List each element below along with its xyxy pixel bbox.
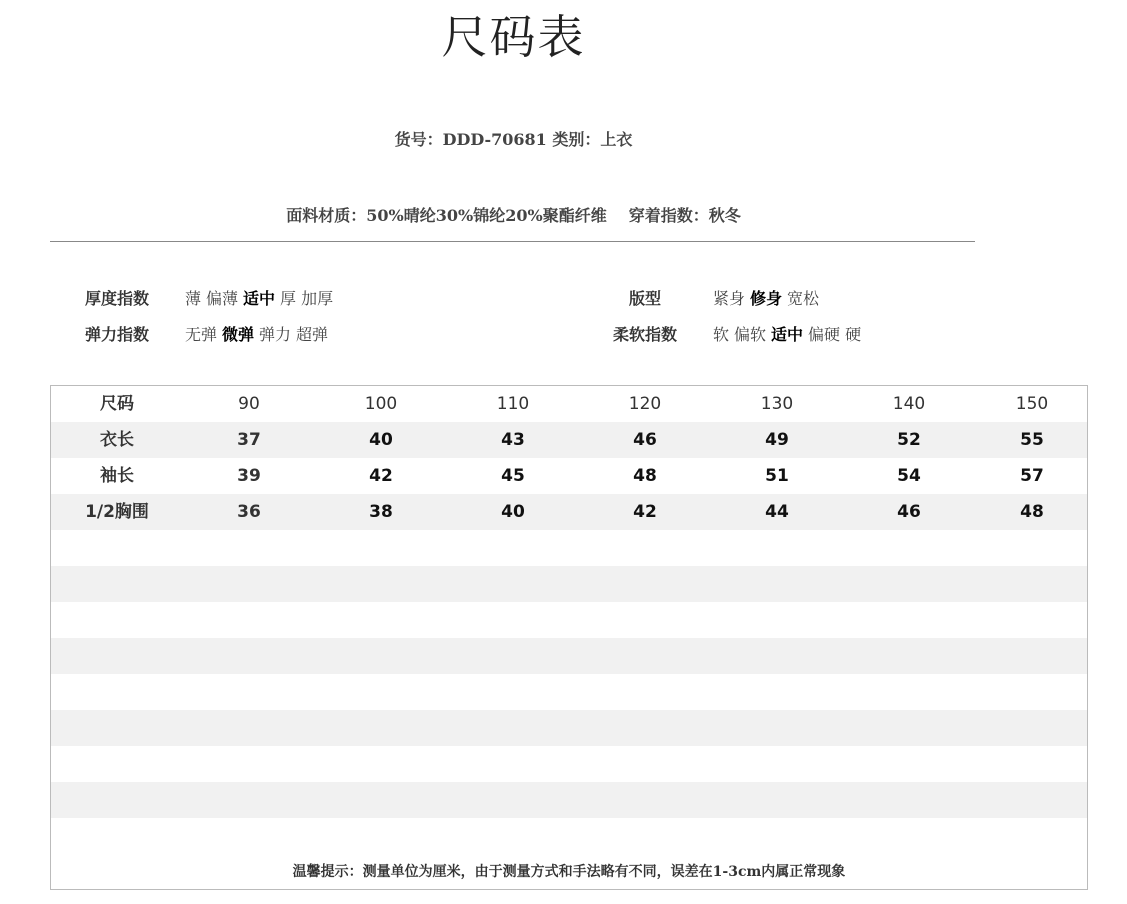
table-cell: 48 (1020, 502, 1044, 522)
fabric-label: 面料材质： (286, 206, 367, 225)
table-cell: 49 (765, 430, 789, 450)
material-info (0, 203, 1027, 226)
attr-option: 薄 (185, 289, 202, 308)
size-header-cell: 90 (238, 394, 260, 414)
attr-option: 硬 (845, 325, 862, 344)
table-cell: 38 (369, 502, 393, 522)
row-label: 衣长 (100, 430, 134, 450)
size-header-cell: 130 (760, 394, 794, 414)
attr-options-softness (713, 322, 866, 345)
attr-option: 偏软 (734, 325, 767, 344)
table-cell: 52 (897, 430, 921, 450)
table-row (51, 494, 1087, 530)
size-header-cell: 150 (1015, 394, 1049, 414)
table-header-row (51, 386, 1087, 422)
item-no-label: 货号： (394, 130, 443, 149)
attr-options-elasticity (185, 322, 333, 345)
attr-label-thickness: 厚度指数 (84, 289, 149, 308)
table-cell: 57 (1020, 466, 1044, 486)
table-cell: 43 (501, 430, 525, 450)
table-row (51, 674, 1087, 710)
row-label: 袖长 (100, 466, 134, 486)
page-title: 尺码表 (441, 10, 586, 64)
attr-option: 偏薄 (206, 289, 239, 308)
table-row (51, 458, 1087, 494)
attr-option-selected: 微弹 (222, 325, 255, 344)
table-row (51, 530, 1087, 566)
attr-options-fit (713, 286, 824, 309)
table-row (51, 818, 1087, 854)
attr-option-selected: 适中 (771, 325, 804, 344)
fabric: 50%晴纶30%锦纶20%聚酯纤维 (366, 206, 607, 225)
divider (50, 241, 975, 242)
table-cell: 54 (897, 466, 921, 486)
size-header-cell: 120 (628, 394, 662, 414)
size-header-cell: 110 (496, 394, 530, 414)
size-header-cell: 100 (364, 394, 398, 414)
table-cell: 37 (237, 430, 261, 450)
measurement-tip: 温馨提示：测量单位为厘米，由于测量方式和手法略有不同，误差在1-3cm内属正常现象 (292, 864, 846, 880)
season: 秋冬 (708, 206, 741, 225)
attr-label-softness: 柔软指数 (612, 325, 677, 344)
table-row (51, 782, 1087, 818)
category: 上衣 (600, 130, 633, 149)
attr-option: 加厚 (301, 289, 334, 308)
attr-option: 紧身 (713, 289, 746, 308)
table-cell: 46 (633, 430, 657, 450)
product-info (0, 127, 1027, 150)
attr-option: 宽松 (787, 289, 820, 308)
table-cell: 44 (765, 502, 789, 522)
attr-label-fit: 版型 (628, 289, 661, 308)
attr-option: 偏硬 (808, 325, 841, 344)
attr-option: 超弹 (296, 325, 329, 344)
size-table (50, 385, 1088, 890)
table-cell: 48 (633, 466, 657, 486)
table-cell: 36 (237, 502, 261, 522)
table-row (51, 746, 1087, 782)
size-header-cell: 140 (892, 394, 926, 414)
item-no: DDD-70681 (442, 130, 547, 149)
attr-label-elasticity: 弹力指数 (84, 325, 149, 344)
table-row (51, 602, 1087, 638)
table-row (51, 710, 1087, 746)
attr-options-thickness (185, 286, 338, 309)
table-cell: 46 (897, 502, 921, 522)
season-label: 穿着指数： (628, 206, 709, 225)
table-cell: 55 (1020, 430, 1044, 450)
table-cell: 40 (501, 502, 525, 522)
attr-option: 软 (713, 325, 730, 344)
table-cell: 39 (237, 466, 261, 486)
category-label: 类别： (552, 130, 601, 149)
row-label: 1/2胸围 (85, 502, 149, 522)
table-cell: 42 (633, 502, 657, 522)
attr-option: 无弹 (185, 325, 218, 344)
table-cell: 51 (765, 466, 789, 486)
table-cell: 45 (501, 466, 525, 486)
attr-option-selected: 修身 (750, 289, 783, 308)
table-cell: 42 (369, 466, 393, 486)
table-row (51, 566, 1087, 602)
table-cell: 40 (369, 430, 393, 450)
attr-option: 弹力 (259, 325, 292, 344)
attr-option: 厚 (280, 289, 297, 308)
table-row (51, 422, 1087, 458)
attr-option-selected: 适中 (243, 289, 276, 308)
table-row (51, 638, 1087, 674)
table-header-label: 尺码 (100, 394, 134, 414)
